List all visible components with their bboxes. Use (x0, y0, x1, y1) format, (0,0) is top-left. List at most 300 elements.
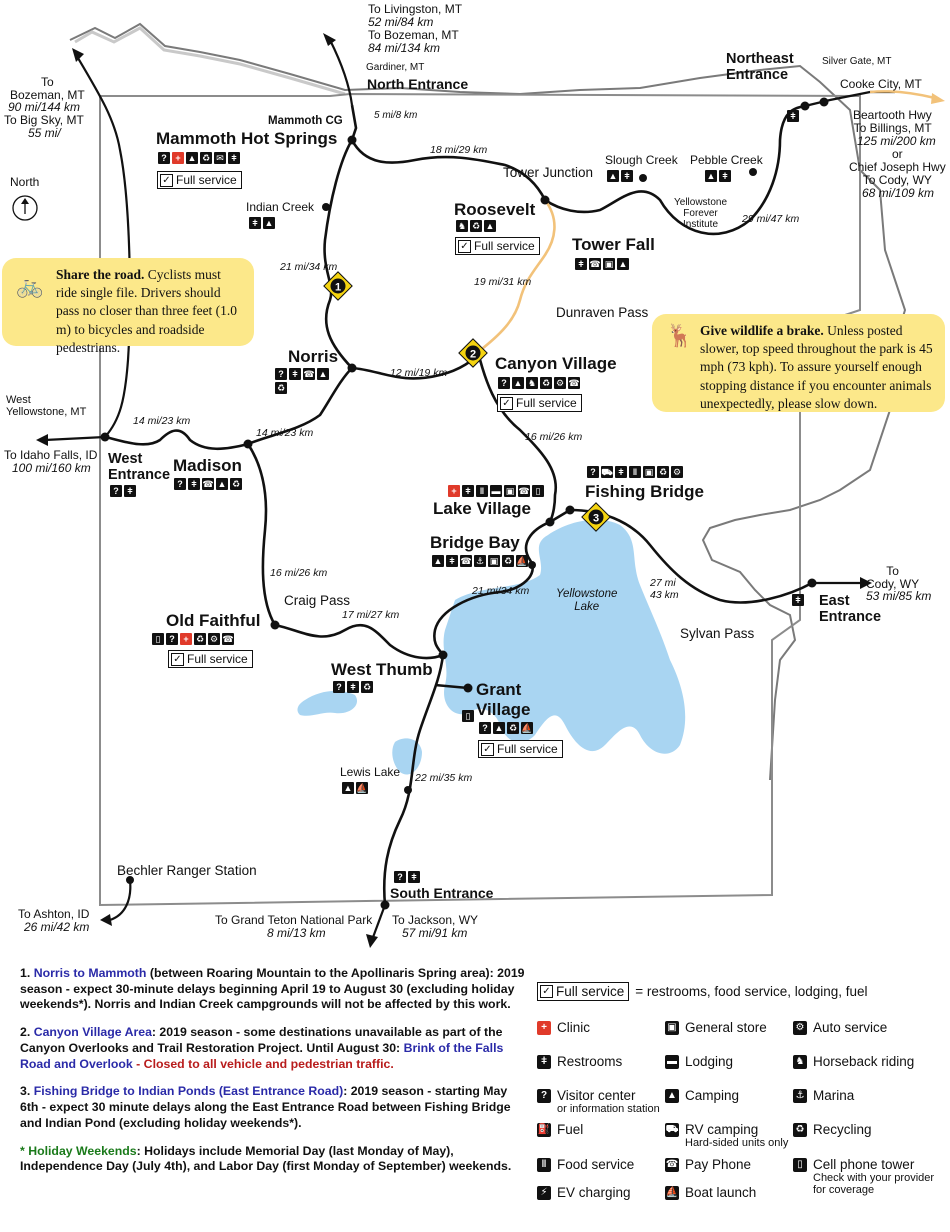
dest-billings-dist: 125 mi/200 km (857, 134, 936, 148)
restrooms-icon: ǂ (462, 485, 474, 497)
legend-item (537, 1020, 590, 1035)
arrow-jackson (366, 934, 378, 948)
legend-item-label: Horseback riding (813, 1054, 915, 1069)
place-west-yellowstone: West Yellowstone, MT (6, 394, 87, 419)
road-south-out (372, 905, 385, 940)
junction-lake (546, 518, 555, 527)
place-roosevelt: Roosevelt (454, 200, 536, 219)
store-icon: ▣ (489, 556, 499, 566)
dest-beartooth: Beartooth Hwy To Billings, MT (853, 108, 932, 136)
note-2-closed: - Closed to all vehicle and pedestrian traffic. (136, 1056, 394, 1071)
dest-big-sky-dist: 55 mi/ (28, 126, 61, 140)
dest-bozeman-west: To Bozeman, MT (10, 75, 85, 103)
visitor-center-icon: ? (587, 466, 599, 478)
auto-service-icon: ⚙ (672, 467, 682, 477)
roosevelt-amenities (456, 220, 496, 232)
dest-idaho-falls: To Idaho Falls, ID (4, 448, 98, 462)
legend-item-text (813, 1157, 934, 1196)
restrooms-icon: ǂ (615, 466, 627, 478)
visitor-center-icon: ? (166, 633, 178, 645)
restrooms-icon: ǂ (408, 871, 420, 883)
legend-item-text (685, 1020, 767, 1035)
tower-fall-amenities (575, 258, 629, 270)
legend-item (537, 1054, 622, 1069)
legend-item-label: Recycling (813, 1122, 872, 1137)
dest-bozeman-north: To Bozeman, MT (368, 28, 459, 42)
dest-big-sky: To Big Sky, MT (4, 113, 84, 127)
road-ashton (110, 880, 130, 920)
legend-item-sublabel: Hard-sided units only (685, 1137, 789, 1149)
camping-icon: ▲ (433, 556, 443, 566)
store-icon: ▣ (644, 467, 654, 477)
visitor-center-icon: ? (174, 478, 186, 490)
lodging-icon: ▬ (667, 1056, 677, 1067)
phone-icon: ☎ (460, 556, 472, 566)
place-old-faithful: Old Faithful (166, 611, 261, 630)
lewis-lake-amenities (342, 782, 368, 794)
legend-item (793, 1088, 854, 1103)
road-idaho-falls (45, 437, 105, 440)
cell-tower-icon: ▯ (793, 1158, 807, 1172)
legend-item-label: Marina (813, 1088, 855, 1103)
mammoth-amenities (158, 152, 240, 164)
place-madison: Madison (173, 456, 242, 475)
restrooms-icon: ǂ (347, 681, 359, 693)
horse-icon: ♞ (457, 221, 467, 231)
rv-icon: ⛟ (601, 467, 613, 477)
cell-tower-icon: ▯ (462, 710, 474, 722)
northeast-amenities (787, 110, 799, 122)
legend-item (537, 1157, 634, 1172)
dist-westthumb-south: 22 mi/35 km (415, 772, 473, 784)
bicycle-icon: 🚲 (16, 274, 44, 299)
dist-mammoth-tower: 18 mi/29 km (430, 144, 488, 156)
dist-norris-madison: 14 mi/23 km (256, 427, 314, 439)
boat-launch-icon: ⛵ (521, 723, 533, 733)
camping-icon: ▲ (494, 723, 504, 733)
legend-item-text (557, 1185, 631, 1200)
legend-item-label: Camping (685, 1088, 740, 1103)
legend-item-label: Lodging (685, 1054, 734, 1069)
legend-item (537, 1088, 660, 1115)
legend-item (665, 1054, 733, 1069)
junction-west (101, 433, 110, 442)
note-2-number: 2. (20, 1025, 31, 1040)
legend-item-text (685, 1157, 751, 1172)
legend-item (793, 1122, 872, 1137)
legend-item-label: RV camping (685, 1122, 759, 1137)
roosevelt-full-service (455, 237, 540, 255)
junction-tower (541, 196, 550, 205)
legend-full-service (537, 982, 868, 1001)
check-icon: ✓ (458, 240, 471, 253)
place-lewis-lake: Lewis Lake (340, 765, 401, 779)
place-mammoth-hot-springs: Mammoth Hot Springs (156, 129, 338, 148)
note-3 (20, 1084, 525, 1131)
legend-item (665, 1122, 788, 1149)
grant-full-service (478, 740, 563, 758)
legend-item-sublabel: Check with your provider for coverage (813, 1172, 935, 1197)
wildlife-body: Unless posted slower, top speed throughout the park is 45 mph (73 kph). To assure yourself enough stopping distance if you encounter animals unexpectedly, please slow down. (700, 323, 933, 411)
note-1-text: (between Roaring Mountain to the Apollinaris Spring area): 2019 season - expect 30-minute delays beginning April 19 to August 30 (excluding holiday weekends*). Norris and Indian Creek campgrounds will not be affected by this work. (20, 966, 525, 1012)
grant-amenities (479, 722, 533, 734)
wildlife-callout (652, 314, 945, 412)
bridge-bay-amenities (432, 555, 528, 567)
camping-icon: ▲ (513, 378, 523, 388)
recycling-icon: ♻ (508, 723, 518, 733)
legend-item (793, 1054, 914, 1069)
shoshone-lake (298, 691, 358, 716)
indian-creek-amenities (249, 217, 275, 229)
dest-grand-teton-dist: 8 mi/13 km (267, 926, 326, 940)
boat-launch-icon: ⛵ (356, 783, 368, 793)
legend-item (665, 1185, 756, 1200)
junction-indian-creek (322, 203, 330, 211)
junction-slough-creek (639, 174, 647, 182)
share-road-title: Share the road. (56, 267, 145, 282)
place-yellowstone-lake: Yellowstone Lake (556, 588, 618, 613)
place-sylvan-pass: Sylvan Pass (680, 626, 755, 641)
store-icon: ▣ (505, 486, 515, 496)
place-tower-junction: Tower Junction (503, 165, 594, 180)
note-4-text: : Holidays include Memorial Day (last Monday of May), Independence Day (July 4th), and Labor Day (first Monday of September) weekends. (20, 1143, 512, 1174)
legend-full-service-box (537, 982, 629, 1001)
cell-tower-icon: ▯ (152, 633, 164, 645)
arrow-beartooth (931, 93, 945, 104)
marina-icon: ⚓ (475, 556, 485, 566)
place-canyon-village: Canyon Village (495, 354, 617, 373)
dest-or: or (892, 147, 903, 161)
full-service-text: Full service (187, 652, 248, 666)
dist-lake-westthumb: 21 mi/34 km (472, 585, 530, 597)
grant-cell (462, 710, 474, 722)
mail-icon: ✉ (214, 152, 226, 164)
legend-item-label: Visitor center (557, 1088, 636, 1103)
legend-full-service-def: = restrooms, food service, lodging, fuel (635, 984, 868, 999)
place-pebble-creek: Pebble Creek (690, 153, 763, 167)
restrooms-icon: ǂ (575, 258, 587, 270)
fuel-icon: ⛽ (537, 1124, 551, 1135)
legend-item-sublabel: or information station (557, 1103, 660, 1115)
legend-item-text (557, 1054, 622, 1069)
dist-oldfaithful-westthumb: 17 mi/27 km (342, 609, 400, 621)
auto-service-icon: ⚙ (209, 634, 219, 644)
check-icon: ✓ (540, 985, 553, 998)
legend-item-text (813, 1020, 887, 1035)
clinic-icon: + (448, 485, 460, 497)
arrow-idaho (36, 434, 48, 446)
legend-item-text (557, 1157, 634, 1172)
legend-item-label: General store (685, 1020, 767, 1035)
wildlife-title: Give wildlife a brake. (700, 323, 824, 338)
camping-icon: ▲ (264, 218, 274, 228)
place-east-entrance: East Entrance (819, 593, 882, 625)
junction-pebble-creek (749, 168, 757, 176)
phone-icon: ☎ (303, 369, 315, 379)
dest-cody-east: To Cody, WY (866, 564, 920, 592)
place-cooke-city: Cooke City, MT (840, 77, 922, 91)
road-notes (20, 966, 525, 1187)
horse-icon: ♞ (527, 378, 537, 388)
legend-item-text (557, 1122, 583, 1137)
visitor-center-icon: ? (333, 681, 345, 693)
legend-item (665, 1157, 751, 1172)
rv-icon: ⛟ (665, 1124, 679, 1135)
check-icon: ✓ (500, 397, 513, 410)
marina-icon: ⚓ (793, 1089, 807, 1103)
check-icon: ✓ (481, 743, 494, 756)
legend-item-label: Fuel (557, 1122, 584, 1137)
horse-icon: ♞ (793, 1055, 807, 1069)
full-service-text: Full service (474, 239, 535, 253)
note-3-title: Fishing Bridge to Indian Ponds (East Entrance Road) (33, 1084, 344, 1099)
check-icon: ✓ (171, 653, 184, 666)
visitor-center-icon: ? (479, 722, 491, 734)
legend-item-text (685, 1088, 739, 1103)
dest-grand-teton: To Grand Teton National Park (215, 913, 373, 927)
legend-item (537, 1122, 583, 1137)
restrooms-icon: ǂ (792, 594, 804, 606)
legend-item-label: Pay Phone (685, 1157, 752, 1172)
phone-icon: ☎ (665, 1159, 679, 1170)
auto-service-icon: ⚙ (793, 1021, 807, 1035)
share-road-callout (2, 258, 254, 355)
marker-2-number: 2 (469, 348, 477, 361)
phone-icon: ☎ (568, 378, 580, 388)
camping-icon: ▲ (485, 221, 495, 231)
phone-icon: ☎ (589, 259, 601, 269)
place-gardiner: Gardiner, MT (366, 62, 425, 73)
road-madison-oldfaithful (248, 444, 275, 625)
place-grant-village: Grant Village (476, 680, 531, 719)
legend-item-label: Food service (557, 1157, 635, 1172)
place-fishing-bridge: Fishing Bridge (585, 482, 704, 501)
legend-item (537, 1185, 631, 1200)
store-icon: ▣ (665, 1021, 679, 1035)
restrooms-icon: ǂ (289, 368, 301, 380)
clinic-icon: + (537, 1021, 551, 1035)
cell-tower-icon: ▯ (532, 485, 544, 497)
food-icon: ǁ (537, 1158, 551, 1172)
west-thumb-amenities (333, 681, 373, 693)
recycling-icon: ♻ (231, 479, 241, 489)
legend-item-text (685, 1054, 733, 1069)
note-1-number: 1. (20, 966, 31, 980)
phone-icon: ☎ (202, 479, 214, 489)
deer-icon: 🦌 (666, 324, 694, 349)
visitor-center-icon: ? (498, 377, 510, 389)
legend-item-label: Cell phone tower (813, 1157, 915, 1172)
canyon-amenities (498, 377, 580, 389)
recycling-icon: ♻ (658, 467, 668, 477)
full-service-text: Full service (497, 742, 558, 756)
note-4-title: * Holiday Weekends (20, 1143, 137, 1158)
road-north-entrance-mammoth (352, 105, 356, 140)
auto-service-icon: ⚙ (555, 378, 565, 388)
legend-item-text (685, 1122, 788, 1149)
junction-south (381, 901, 390, 910)
norris-amenities (275, 368, 335, 394)
restrooms-icon: ǂ (787, 110, 799, 122)
legend-item-text (557, 1088, 660, 1115)
place-bechler: Bechler Ranger Station (117, 863, 257, 878)
road-mammoth-norris (325, 140, 352, 368)
dist-west-madison: 14 mi/23 km (133, 415, 191, 427)
restrooms-icon: ǂ (537, 1055, 551, 1069)
slough-creek-amenities (607, 170, 633, 182)
restrooms-icon: ǂ (446, 555, 458, 567)
clinic-icon: + (172, 152, 184, 164)
dest-ashton-dist: 26 mi/42 km (24, 920, 90, 934)
place-silver-gate: Silver Gate, MT (822, 56, 892, 67)
restrooms-icon: ǂ (124, 485, 136, 497)
legend-item-label: Clinic (557, 1020, 591, 1035)
recycling-icon: ♻ (541, 378, 551, 388)
junction-bridge-bay (528, 561, 536, 569)
camping-icon: ▲ (318, 369, 328, 379)
camping-icon: ▲ (706, 171, 716, 181)
full-service-text: Full service (516, 396, 577, 410)
legend-full-service-label: Full service (556, 984, 625, 999)
place-yellowstone-forever: Yellowstone Forever Institute (674, 197, 728, 230)
dist-tower-northeast: 29 mi/47 km (742, 213, 800, 225)
note-4 (20, 1144, 525, 1175)
note-2-text: : 2019 season - some destinations unavailable as part of the Canyon Overlooks and Trail Restoration Project. Until August 30: (20, 1025, 503, 1055)
recycling-icon: ♻ (793, 1123, 807, 1137)
note-2-brink: Brink of the Falls Road and Overlook (20, 1040, 504, 1071)
legend-item (793, 1020, 887, 1035)
note-2 (20, 1025, 525, 1072)
dist-mammoth-norris: 21 mi/34 km (280, 261, 338, 273)
camping-icon: ▲ (608, 171, 618, 181)
recycling-icon: ♻ (362, 682, 372, 692)
legend-item-label: Restrooms (557, 1054, 623, 1069)
dist-canyon-lake: 16 mi/26 km (525, 431, 583, 443)
lake-village-amenities (448, 485, 544, 497)
east-entrance-amenities (792, 594, 804, 606)
dest-cody-east-dist: 53 mi/85 km (866, 589, 932, 603)
recycling-icon: ♻ (201, 153, 211, 163)
road-cooke (805, 92, 895, 106)
ev-charging-icon: ⚡ (537, 1186, 551, 1200)
note-3-text: : 2019 season - starting May 6th - expect 30 minute delays along the East Entrance Road between Fishing Bridge and Indian Pond (excluding holiday weekends*). (20, 1084, 511, 1130)
junction-mammoth (348, 136, 357, 145)
legend-item-text (813, 1088, 854, 1103)
fishing-bridge-amenities (587, 466, 683, 478)
note-2-title: Canyon Village Area (33, 1025, 152, 1040)
dest-chief-joseph-dist: 68 mi/109 km (862, 186, 935, 200)
place-lake-village: Lake Village (433, 499, 531, 518)
pebble-creek-amenities (705, 170, 731, 182)
junction-west-thumb (439, 651, 448, 660)
south-entrance-amenities (394, 871, 420, 883)
camping-icon: ▲ (343, 783, 353, 793)
clinic-icon: + (180, 633, 192, 645)
phone-icon: ☎ (518, 486, 530, 496)
note-1 (20, 966, 525, 1013)
canyon-full-service (497, 394, 582, 412)
visitor-center-icon: ? (394, 871, 406, 883)
visitor-center-icon: ? (110, 485, 122, 497)
dist-north-mammoth: 5 mi/8 km (374, 110, 418, 121)
place-tower-fall: Tower Fall (572, 235, 655, 254)
dest-ashton: To Ashton, ID (18, 907, 90, 921)
junction-silver-gate (820, 98, 829, 107)
old-faithful-amenities (152, 633, 234, 645)
place-west-thumb: West Thumb (331, 660, 433, 679)
junction-madison (244, 440, 253, 449)
junction-norris (348, 364, 357, 373)
check-icon: ✓ (160, 174, 173, 187)
marker-3-number: 3 (592, 512, 600, 525)
madison-amenities (174, 478, 242, 490)
place-bridge-bay: Bridge Bay (430, 533, 520, 552)
lodging-icon: ▬ (491, 486, 501, 496)
camping-icon: ▲ (217, 479, 227, 489)
dest-livingston-dist: 52 mi/84 km (368, 15, 434, 29)
arrow-livingston (323, 33, 336, 46)
share-road-body: Cyclists must ride single file. Drivers should pass no closer than three feet (1.0 m) to bicycles and roadside pedestrians. (56, 267, 238, 355)
junction-lewis (404, 786, 412, 794)
boat-launch-icon: ⛵ (516, 556, 528, 566)
place-slough-creek: Slough Creek (605, 153, 678, 167)
dest-jackson: To Jackson, WY (392, 913, 479, 927)
restrooms-icon: ǂ (188, 478, 200, 490)
legend-item (793, 1157, 934, 1196)
note-3-number: 3. (20, 1084, 31, 1099)
restrooms-icon: ǂ (228, 152, 240, 164)
restrooms-icon: ǂ (621, 170, 633, 182)
restrooms-icon: ǂ (719, 170, 731, 182)
road-madison-west (105, 431, 248, 449)
legend-item-label: Auto service (813, 1020, 888, 1035)
visitor-center-icon: ? (537, 1089, 551, 1103)
food-icon: ǁ (629, 466, 641, 478)
camping-icon: ▲ (187, 153, 197, 163)
camping-icon: ▲ (665, 1089, 679, 1103)
arrow-bozeman (72, 48, 84, 62)
place-south-entrance: South Entrance (390, 885, 494, 901)
camping-icon: ▲ (618, 259, 628, 269)
place-north-entrance: North Entrance (367, 76, 469, 92)
note-1-title: Norris to Mammoth (33, 966, 147, 980)
recycling-icon: ♻ (471, 221, 481, 231)
visitor-center-icon: ? (158, 152, 170, 164)
restrooms-icon: ǂ (249, 217, 261, 229)
junction-east (808, 579, 817, 588)
arrow-ashton (100, 914, 112, 926)
place-mammoth-cg: Mammoth CG (268, 115, 343, 127)
recycling-icon: ♻ (276, 383, 286, 393)
junction-northeast (801, 102, 810, 111)
place-dunraven-pass: Dunraven Pass (556, 305, 649, 320)
boat-launch-icon: ⛵ (665, 1187, 679, 1198)
dist-norris-canyon: 12 mi/19 km (390, 367, 448, 379)
legend-item-text (685, 1185, 756, 1200)
junction-old-faithful (271, 621, 280, 630)
mammoth-full-service (157, 171, 242, 189)
marker-1-number: 1 (334, 281, 342, 294)
dest-bozeman-north-dist: 84 mi/134 km (368, 41, 441, 55)
recycling-icon: ♻ (503, 556, 513, 566)
dist-fishing-east: 27 mi 43 km (650, 577, 679, 601)
road-bozeman-west (78, 58, 130, 437)
food-icon: ǁ (476, 485, 488, 497)
legend-item-text (557, 1020, 590, 1035)
place-norris: Norris (288, 347, 339, 366)
dist-madison-oldfaithful: 16 mi/26 km (270, 567, 328, 579)
road-beartooth (870, 91, 935, 98)
